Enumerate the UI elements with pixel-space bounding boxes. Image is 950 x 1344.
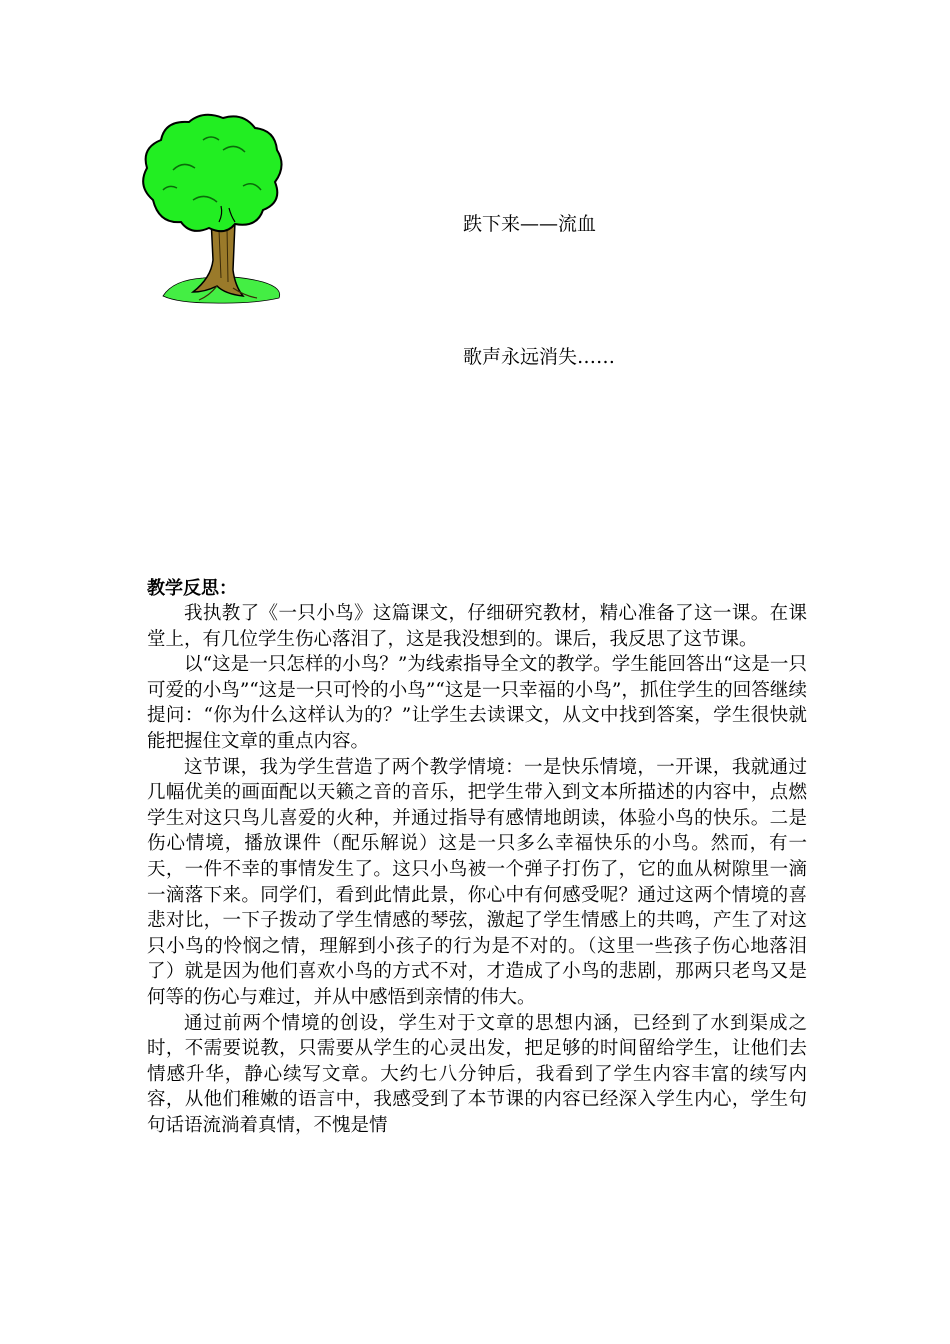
tree-foliage: [143, 115, 281, 231]
reflection-paragraph: 以“这是一只怎样的小鸟？”为线索指导全文的教学。学生能回答出“这是一只可爱的小鸟”“这是一只可怜的小鸟”“这是一只幸福的小鸟”，抓住学生的回答继续提问：“你为什么这样认为的？”让学生去读课文，从文中找到答案，学生很快就能把握住文章的重点内容。: [147, 654, 807, 752]
tree-image: [133, 110, 285, 306]
flow-line-fall: 跌下来——流血: [463, 213, 597, 235]
reflection-paragraph: 通过前两个情境的创设，学生对于文章的思想内涵，已经到了水到渠成之时，不需要说教，只需要从学生的心灵出发，把足够的时间留给学生，让他们去情感升华，静心续写文章。大约七八分钟后，我看到了学生内容丰富的续写内容，从他们稚嫩的语言中，我感受到了本节课的内容已经深入学生内心，学生句句话语流淌着真情，不愧是情: [147, 1012, 807, 1136]
reflection-body: [147, 601, 807, 1138]
reflection-paragraph: 我执教了《一只小鸟》这篇课文，仔细研究教材，精心准备了这一课。在课堂上，有几位学生伤心落泪了，这是我没想到的。课后，我反思了这节课。: [147, 603, 807, 650]
tree-illustration: [133, 110, 285, 306]
reflection-title: 教学反思：: [147, 578, 237, 599]
reflection-paragraph: 这节课，我为学生营造了两个教学情境：一是快乐情境，一开课，我就通过几幅优美的画面配以天籁之音的音乐，把学生带入到文本所描述的内容中，点燃学生对这只鸟儿喜爱的火种，并通过指导有感情地朗读，体验小鸟的快乐。二是伤心情境，播放课件（配乐解说）这是一只多么幸福快乐的小鸟。然而，有一天，一件不幸的事情发生了。这只小鸟被一个弹子打伤了，它的血从树隙里一滴一滴落下来。同学们，看到此情此景，你心中有何感受呢？通过这两个情境的喜悲对比，一下子拨动了学生情感的琴弦，激起了学生情感上的共鸣，产生了对这只小鸟的怜悯之情，理解到小孩子的行为是不对的。（这里一些孩子伤心地落泪了）就是因为他们喜欢小鸟的方式不对，才造成了小鸟的悲剧，那两只老鸟又是何等的伤心与难过，并从中感悟到亲情的伟大。: [147, 756, 807, 1008]
flow-line-song: 歌声永远消失……: [463, 346, 616, 368]
